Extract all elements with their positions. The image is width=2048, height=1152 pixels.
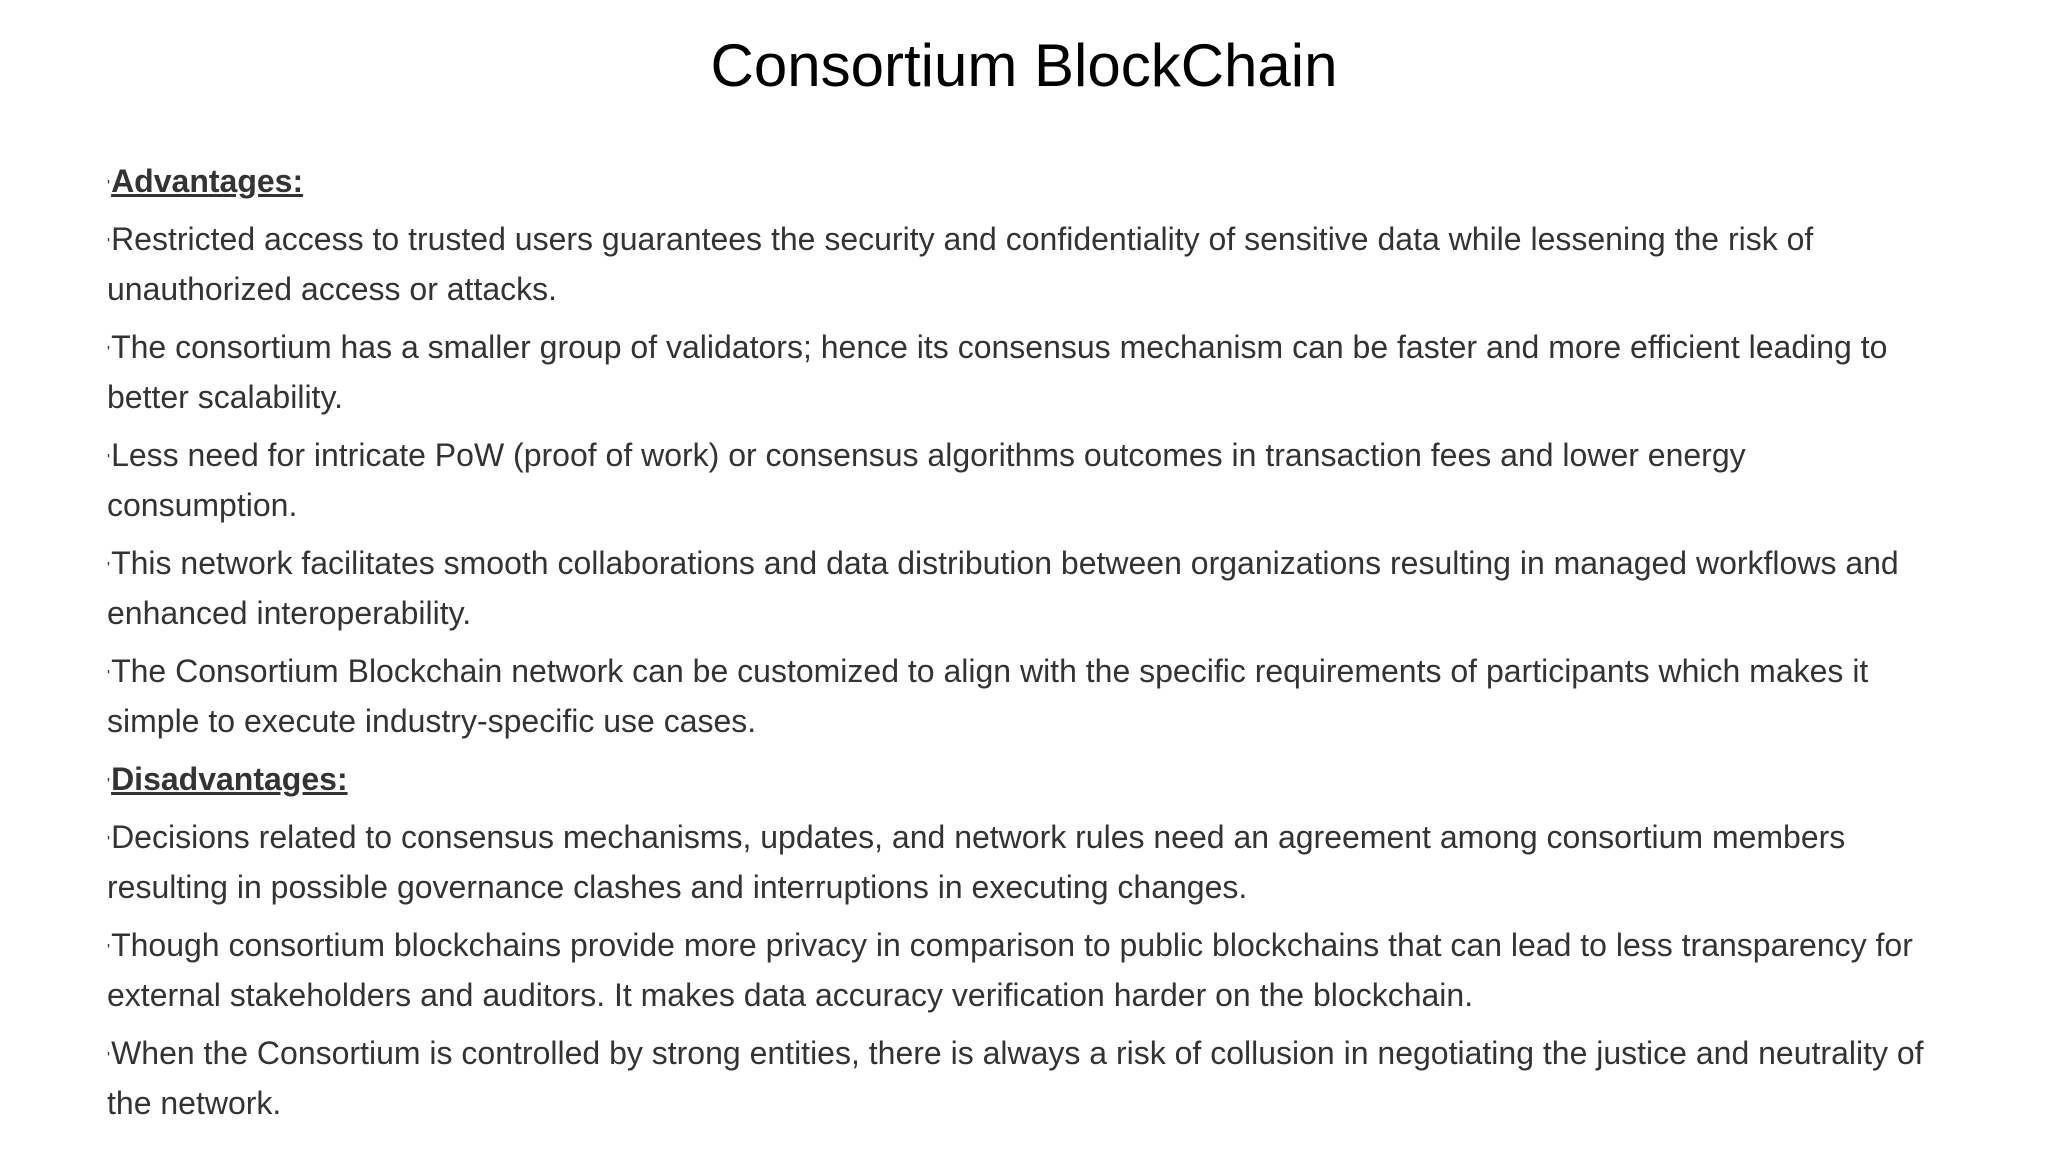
disadvantage-item-text: Decisions related to consensus mechanisms, updates, and network rules need an agreement among consortium members resulting in possible governance clashes and interruptions in executing changes. [107,819,1846,905]
advantage-item-text: Restricted access to trusted users guarantees the security and confidentiality of sensitive data while lessening the risk of unauthorized access or attacks. [107,221,1814,307]
advantages-heading [107,156,1937,206]
advantage-item [107,646,1937,746]
advantage-item [107,214,1937,314]
advantage-item-text: This network facilitates smooth collaborations and data distribution between organizations resulting in managed workflows and enhanced interoperability. [107,545,1899,631]
bullet-marker: ' [107,452,111,469]
advantages-heading-text: Advantages: [111,163,304,199]
bullet-marker: ' [107,560,111,577]
bullet-marker: ' [107,942,111,959]
advantage-item-text: Less need for intricate PoW (proof of work) or consensus algorithms outcomes in transaction fees and lower energy consumption. [107,437,1746,523]
disadvantages-heading-text: Disadvantages: [111,761,348,797]
advantage-item-text: The consortium has a smaller group of validators; hence its consensus mechanism can be faster and more efficient leading to better scalability. [107,329,1888,415]
bullet-marker: ' [107,834,111,851]
slide-body [107,156,1937,1136]
advantage-item [107,430,1937,530]
bullet-marker: ' [107,1050,111,1067]
disadvantage-item [107,920,1937,1020]
bullet-marker: ' [107,344,111,361]
advantage-item-text: The Consortium Blockchain network can be customized to align with the specific requirements of participants which makes it simple to execute industry-specific use cases. [107,653,1869,739]
advantage-item [107,538,1937,638]
bullet-marker: ' [107,178,111,195]
bullet-marker: ' [107,668,111,685]
bullet-marker: ' [107,776,111,793]
disadvantage-item-text: When the Consortium is controlled by strong entities, there is always a risk of collusion in negotiating the justice and neutrality of the network. [107,1035,1924,1121]
disadvantage-item [107,1028,1937,1128]
bullet-marker: ' [107,236,111,253]
slide-title: Consortium BlockChain [710,32,1338,99]
disadvantage-item [107,812,1937,912]
advantage-item [107,322,1937,422]
disadvantages-heading [107,754,1937,804]
disadvantage-item-text: Though consortium blockchains provide more privacy in comparison to public blockchains that can lead to less transparency for external stakeholders and auditors. It makes data accuracy verification harder on the blockchain. [107,927,1913,1013]
